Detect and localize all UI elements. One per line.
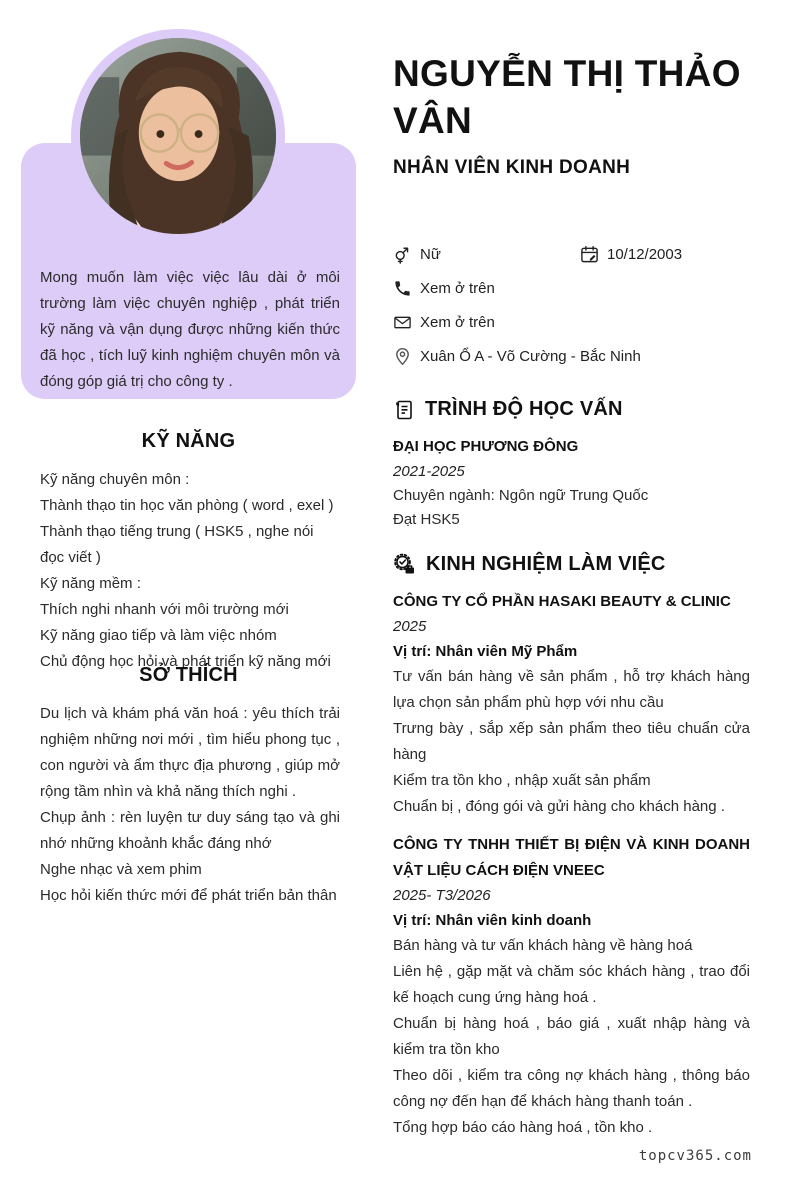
skill-item: Thích nghi nhanh với môi trường mới xyxy=(40,601,289,618)
site-watermark: topcv365.com xyxy=(638,1148,752,1164)
job-title: NHÂN VIÊN KINH DOANH xyxy=(393,157,631,178)
company-name: CÔNG TY TNHH THIẾT BỊ ĐIỆN VÀ KINH DOANH VẬT LIỆU CÁCH ĐIỆN VNEEC xyxy=(393,836,750,879)
avatar-ring xyxy=(71,29,285,243)
email-value: Xem ở trên xyxy=(420,313,495,331)
job-duty: Trưng bày , sắp xếp sản phẩm theo tiêu chuẩn cửa hàng xyxy=(393,720,750,763)
contact-birthday xyxy=(580,243,682,265)
job-duty: Bán hàng và tư vấn khách hàng về hàng hoá xyxy=(393,937,693,954)
job-duty: Chuẩn bị , đóng gói và gửi hàng cho khách hàng . xyxy=(393,798,725,815)
avatar xyxy=(80,38,276,234)
mail-icon xyxy=(393,313,412,332)
contact-phone xyxy=(393,277,495,299)
job-period: 2025 xyxy=(393,618,427,635)
right-column xyxy=(393,0,750,1180)
job-duty: Theo dõi , kiểm tra công nợ khách hàng , thông báo công nợ đến hạn để khách hàng thanh toán . xyxy=(393,1067,750,1110)
skill-item: Thành thạo tiếng trung ( HSK5 , nghe nói đọc viết ) xyxy=(40,523,314,566)
skills-section xyxy=(21,430,356,675)
contact-gender xyxy=(393,243,441,265)
avatar-illustration xyxy=(80,38,276,234)
hobby-item: Học hỏi kiến thức mới để phát triển bản thân xyxy=(40,887,337,904)
job-duty: Kiểm tra tồn kho , nhập xuất sản phẩm xyxy=(393,772,651,789)
education-achievement: Đạt HSK5 xyxy=(393,511,460,528)
experience-section xyxy=(393,553,750,1141)
experience-badge-icon xyxy=(393,553,416,576)
job-entry xyxy=(393,589,750,820)
company-name: CÔNG TY CỔ PHẦN HASAKI BEAUTY & CLINIC xyxy=(393,593,731,610)
hobby-item: Du lịch và khám phá văn hoá : yêu thích trải nghiệm những nơi mới , tìm hiểu phong tục , con người và ẩm thực địa phương , giúp mở rộng tầm nhìn và khả năng thích nghi . xyxy=(40,705,340,800)
hobby-item: Chụp ảnh : rèn luyện tư duy sáng tạo và ghi nhớ những khoảnh khắc đáng nhớ xyxy=(40,809,340,852)
objective-text: Mong muốn làm việc việc lâu dài ở môi trường làm việc chuyên nghiệp , phát triển kỹ năng và vận dụng được những kiến thức đã học , tích luỹ kinh nghiệm chuyên môn và đóng góp giá trị cho công ty . xyxy=(40,269,340,390)
phone-icon xyxy=(393,279,412,298)
skill-item: Kỹ năng mềm : xyxy=(40,575,141,592)
school-name: ĐẠI HỌC PHƯƠNG ĐÔNG xyxy=(393,438,579,455)
contact-row xyxy=(393,277,750,311)
contact-row xyxy=(393,243,750,277)
experience-heading-label: KINH NGHIỆM LÀM VIỆC xyxy=(426,553,666,575)
skill-item: Thành thạo tin học văn phòng ( word , exel ) xyxy=(40,497,334,514)
job-entry xyxy=(393,832,750,1141)
calendar-icon xyxy=(580,245,599,264)
job-position: Vị trí: Nhân viên kinh doanh xyxy=(393,912,592,929)
gender-icon xyxy=(393,245,412,264)
job-duty: Tổng hợp báo cáo hàng hoá , tồn kho . xyxy=(393,1119,653,1136)
hobbies-heading: SỞ THÍCH xyxy=(139,664,238,686)
education-major: Chuyên ngành: Ngôn ngữ Trung Quốc xyxy=(393,487,649,504)
experience-heading xyxy=(393,553,750,576)
birthday-value: 10/12/2003 xyxy=(607,245,683,263)
skills-heading: KỸ NĂNG xyxy=(141,430,236,452)
job-duty: Tư vấn bán hàng về sản phẩm , hỗ trợ khách hàng lựa chọn sản phẩm phù hợp với nhu cầu xyxy=(393,668,750,711)
job-duty: Liên hệ , gặp mặt và chăm sóc khách hàng , trao đổi kế hoạch cung ứng hàng hoá . xyxy=(393,963,750,1006)
location-pin-icon xyxy=(393,347,412,366)
gender-value: Nữ xyxy=(420,245,441,263)
job-position: Vị trí: Nhân viên Mỹ Phẩm xyxy=(393,643,578,660)
hobbies-section xyxy=(21,664,356,909)
contact-row xyxy=(393,345,750,379)
contact-row xyxy=(393,311,750,345)
education-diploma-icon xyxy=(393,399,415,421)
education-section xyxy=(393,398,750,532)
contact-block xyxy=(393,243,750,379)
hobby-item: Nghe nhạc và xem phim xyxy=(40,861,202,878)
job-period: 2025- T3/2026 xyxy=(393,887,491,904)
skill-item: Kỹ năng giao tiếp và làm việc nhóm xyxy=(40,627,277,644)
phone-value: Xem ở trên xyxy=(420,279,495,297)
contact-address xyxy=(393,345,641,367)
job-duty: Chuẩn bị hàng hoá , báo giá , xuất nhập hàng và kiểm tra tồn kho xyxy=(393,1015,750,1058)
education-period: 2021-2025 xyxy=(393,463,465,480)
skill-item: Chủ động học hỏi và phát triển kỹ năng mới xyxy=(40,653,331,670)
contact-email xyxy=(393,311,495,333)
education-heading-label: TRÌNH ĐỘ HỌC VẤN xyxy=(425,398,623,420)
skill-item: Kỹ năng chuyên môn : xyxy=(40,471,190,488)
education-heading xyxy=(393,398,750,421)
candidate-name: NGUYỄN THỊ THẢO VÂN xyxy=(393,53,741,141)
address-value: Xuân Ổ A - Võ Cường - Bắc Ninh xyxy=(420,347,641,365)
